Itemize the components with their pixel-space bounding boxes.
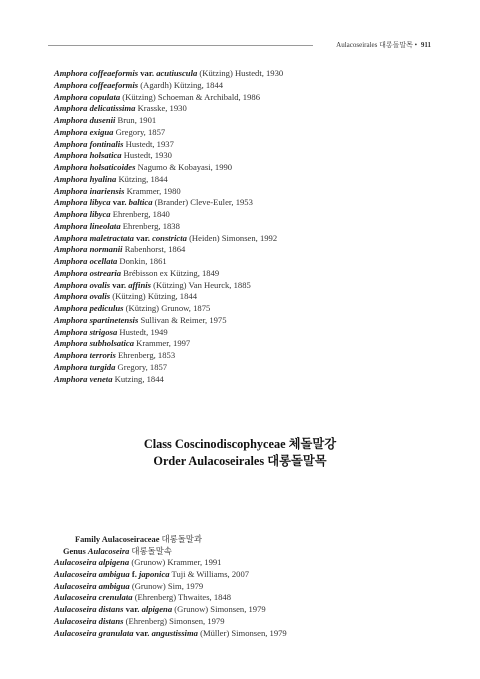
species-entry xyxy=(54,291,454,303)
species-authority: Ehrenberg, 1840 xyxy=(110,209,170,219)
family-label: Family Aulacoseiraceae xyxy=(75,535,160,544)
species-authority: Tuji & Williams, 2007 xyxy=(169,568,250,579)
rank-connector: var. xyxy=(133,232,153,243)
species-name: Amphora maletractata xyxy=(54,232,134,243)
species-name: Amphora subholsatica xyxy=(54,338,134,349)
species-name: Amphora ostrearia xyxy=(54,267,122,278)
species-name: Amphora inariensis xyxy=(54,185,125,196)
family-korean: 대롱돌말과 xyxy=(159,535,202,544)
species-name: Amphora spartinetensis xyxy=(54,314,139,325)
species-authority: (Agardh) Kützing, 1844 xyxy=(138,79,224,90)
species-authority: (Ehrenberg) Thwaites, 1848 xyxy=(132,592,232,603)
species-entry xyxy=(54,315,454,327)
species-authority: Gregory, 1857 xyxy=(115,361,168,372)
species-entry xyxy=(54,557,454,569)
species-authority: Sullivan & Reimer, 1975 xyxy=(138,314,227,325)
species-name: Aulacoseira distans xyxy=(54,615,124,626)
species-entry xyxy=(54,268,454,280)
species-authority: Hustedt, 1937 xyxy=(123,138,174,149)
species-name: Amphora strigosa xyxy=(54,326,118,337)
species-authority: Brébisson ex Kützing, 1849 xyxy=(121,267,220,278)
species-authority: (Kützing) Kützing, 1844 xyxy=(110,291,197,302)
header-text xyxy=(336,40,431,50)
species-name: Amphora normanii xyxy=(54,244,123,255)
species-name: Amphora exigua xyxy=(54,126,114,137)
species-name: Amphora lineolata xyxy=(54,220,121,231)
order-heading: Order Aulacoseirales 대롱돌말목 xyxy=(153,454,327,468)
species-entry xyxy=(54,256,454,268)
species-entry xyxy=(54,303,454,315)
species-name: Aulacoseira granulata xyxy=(54,627,134,638)
species-name: Amphora ovalis xyxy=(54,291,111,302)
species-authority: Gregory, 1857 xyxy=(113,126,166,137)
species-entry xyxy=(54,162,454,174)
species-entry xyxy=(54,374,454,386)
species-authority: Krasske, 1930 xyxy=(135,103,187,114)
amphora-species-list xyxy=(54,68,454,385)
class-heading: Class Coscinodiscophyceae 체돌말강 xyxy=(143,437,337,451)
species-name: Amphora veneta xyxy=(54,373,113,384)
species-authority: (Heiden) Simonsen, 1992 xyxy=(186,232,278,243)
rank-connector: var. xyxy=(110,197,129,208)
species-name: Amphora coffeaeformis xyxy=(54,79,139,90)
species-entry xyxy=(54,592,454,604)
genus-korean: 대롱돌말속 xyxy=(129,547,172,556)
species-entry xyxy=(54,221,454,233)
species-name: Amphora pediculus xyxy=(54,303,124,313)
species-name: Amphora coffeaeformis xyxy=(54,68,139,78)
page-number: 911 xyxy=(420,41,431,49)
species-entry xyxy=(54,186,454,198)
species-authority: Kützing, 1844 xyxy=(116,173,168,184)
species-entry xyxy=(54,115,454,127)
species-name: Aulacoseira distans xyxy=(54,604,124,614)
header-bullet: • xyxy=(414,41,418,49)
genus-heading xyxy=(63,545,172,557)
species-authority: Nagumo & Kobayasi, 1990 xyxy=(135,162,233,172)
infraspecific-epithet: baltica xyxy=(128,197,153,208)
species-name: Aulacoseira ambigua xyxy=(54,580,130,591)
species-entry xyxy=(54,338,454,350)
infraspecific-epithet: acutiuscula xyxy=(156,68,198,78)
species-authority: (Grunow) Simonsen, 1979 xyxy=(172,604,266,614)
header-rule xyxy=(48,45,313,46)
species-authority: (Ehrenberg) Simonsen, 1979 xyxy=(123,615,225,626)
species-authority: (Kützing) Grunow, 1875 xyxy=(123,303,211,313)
species-entry xyxy=(54,150,454,162)
species-entry xyxy=(54,362,454,374)
species-entry xyxy=(54,127,454,139)
species-authority: Rabenhorst, 1864 xyxy=(122,244,186,255)
species-entry xyxy=(54,569,454,581)
rank-connector: var. xyxy=(133,627,152,638)
aulacoseira-species-list xyxy=(54,557,454,639)
taxon-heading xyxy=(0,436,480,470)
species-name: Amphora holsatica xyxy=(54,150,122,161)
species-authority: (Brander) Cleve-Euler, 1953 xyxy=(152,197,253,208)
infraspecific-epithet: angustissima xyxy=(151,627,198,638)
species-entry xyxy=(54,197,454,209)
species-authority: (Kützing) Van Heurck, 1885 xyxy=(150,279,251,290)
species-name: Amphora holsaticoides xyxy=(54,162,136,172)
species-name: Amphora copulata xyxy=(54,91,121,102)
species-entry xyxy=(54,581,454,593)
infraspecific-epithet: alpigena xyxy=(141,604,173,614)
species-authority: (Grunow) Krammer, 1991 xyxy=(129,557,222,567)
species-name: Amphora dusenii xyxy=(54,115,116,125)
species-entry xyxy=(54,350,454,362)
species-name: Amphora ovalis xyxy=(54,279,111,290)
species-name: Aulacoseira alpigena xyxy=(54,557,130,567)
family-heading xyxy=(75,533,202,545)
species-name: Aulacoseira ambigua xyxy=(54,568,130,579)
species-authority: Hustedt, 1930 xyxy=(121,150,172,161)
running-title: Aulacoseirales 대롱돌말목 xyxy=(336,41,413,49)
species-name: Amphora terroris xyxy=(54,350,116,360)
species-name: Amphora turgida xyxy=(54,361,116,372)
species-name: Amphora ocellata xyxy=(54,256,118,266)
species-entry xyxy=(54,280,454,292)
species-authority: Donkin, 1861 xyxy=(117,256,167,266)
infraspecific-epithet: constricta xyxy=(152,232,187,243)
species-name: Aulacoseira crenulata xyxy=(54,592,133,603)
species-authority: (Müller) Simonsen, 1979 xyxy=(197,627,287,638)
species-name: Amphora fontinalis xyxy=(54,138,124,149)
rank-connector: f. xyxy=(129,568,139,579)
species-authority: (Kützing) Schoeman & Archibald, 1986 xyxy=(120,91,260,102)
species-entry xyxy=(54,174,454,186)
infraspecific-epithet: japonica xyxy=(139,568,170,579)
species-entry xyxy=(54,628,454,640)
species-entry xyxy=(54,103,454,115)
species-authority: (Grunow) Sim, 1979 xyxy=(129,580,204,591)
species-entry xyxy=(54,604,454,616)
species-authority: Kutzing, 1844 xyxy=(112,373,164,384)
species-entry xyxy=(54,92,454,104)
species-name: Amphora libyca xyxy=(54,209,111,219)
infraspecific-epithet: affinis xyxy=(128,279,151,290)
species-entry xyxy=(54,233,454,245)
species-authority: Krammer, 1997 xyxy=(134,338,191,349)
species-entry xyxy=(54,80,454,92)
species-entry xyxy=(54,327,454,339)
species-authority: (Kützing) Hustedt, 1930 xyxy=(197,68,284,78)
species-authority: Ehrenberg, 1853 xyxy=(115,350,176,360)
genus-prefix: Genus xyxy=(63,547,88,556)
species-name: Amphora libyca xyxy=(54,197,111,208)
species-name: Amphora hyalina xyxy=(54,173,117,184)
running-header xyxy=(48,41,431,51)
species-authority: Ehrenberg, 1838 xyxy=(120,220,180,231)
species-authority: Hustedt, 1949 xyxy=(117,326,168,337)
species-authority: Krammer, 1980 xyxy=(124,185,181,196)
rank-connector: var. xyxy=(110,279,129,290)
rank-connector: var. xyxy=(123,604,142,614)
species-entry xyxy=(54,244,454,256)
species-authority: Brun, 1901 xyxy=(115,115,157,125)
species-entry xyxy=(54,68,454,80)
rank-connector: var. xyxy=(138,68,157,78)
species-entry xyxy=(54,139,454,151)
species-entry xyxy=(54,616,454,628)
species-name: Amphora delicatissima xyxy=(54,103,136,114)
genus-name: Aulacoseira xyxy=(87,547,130,556)
species-entry xyxy=(54,209,454,221)
